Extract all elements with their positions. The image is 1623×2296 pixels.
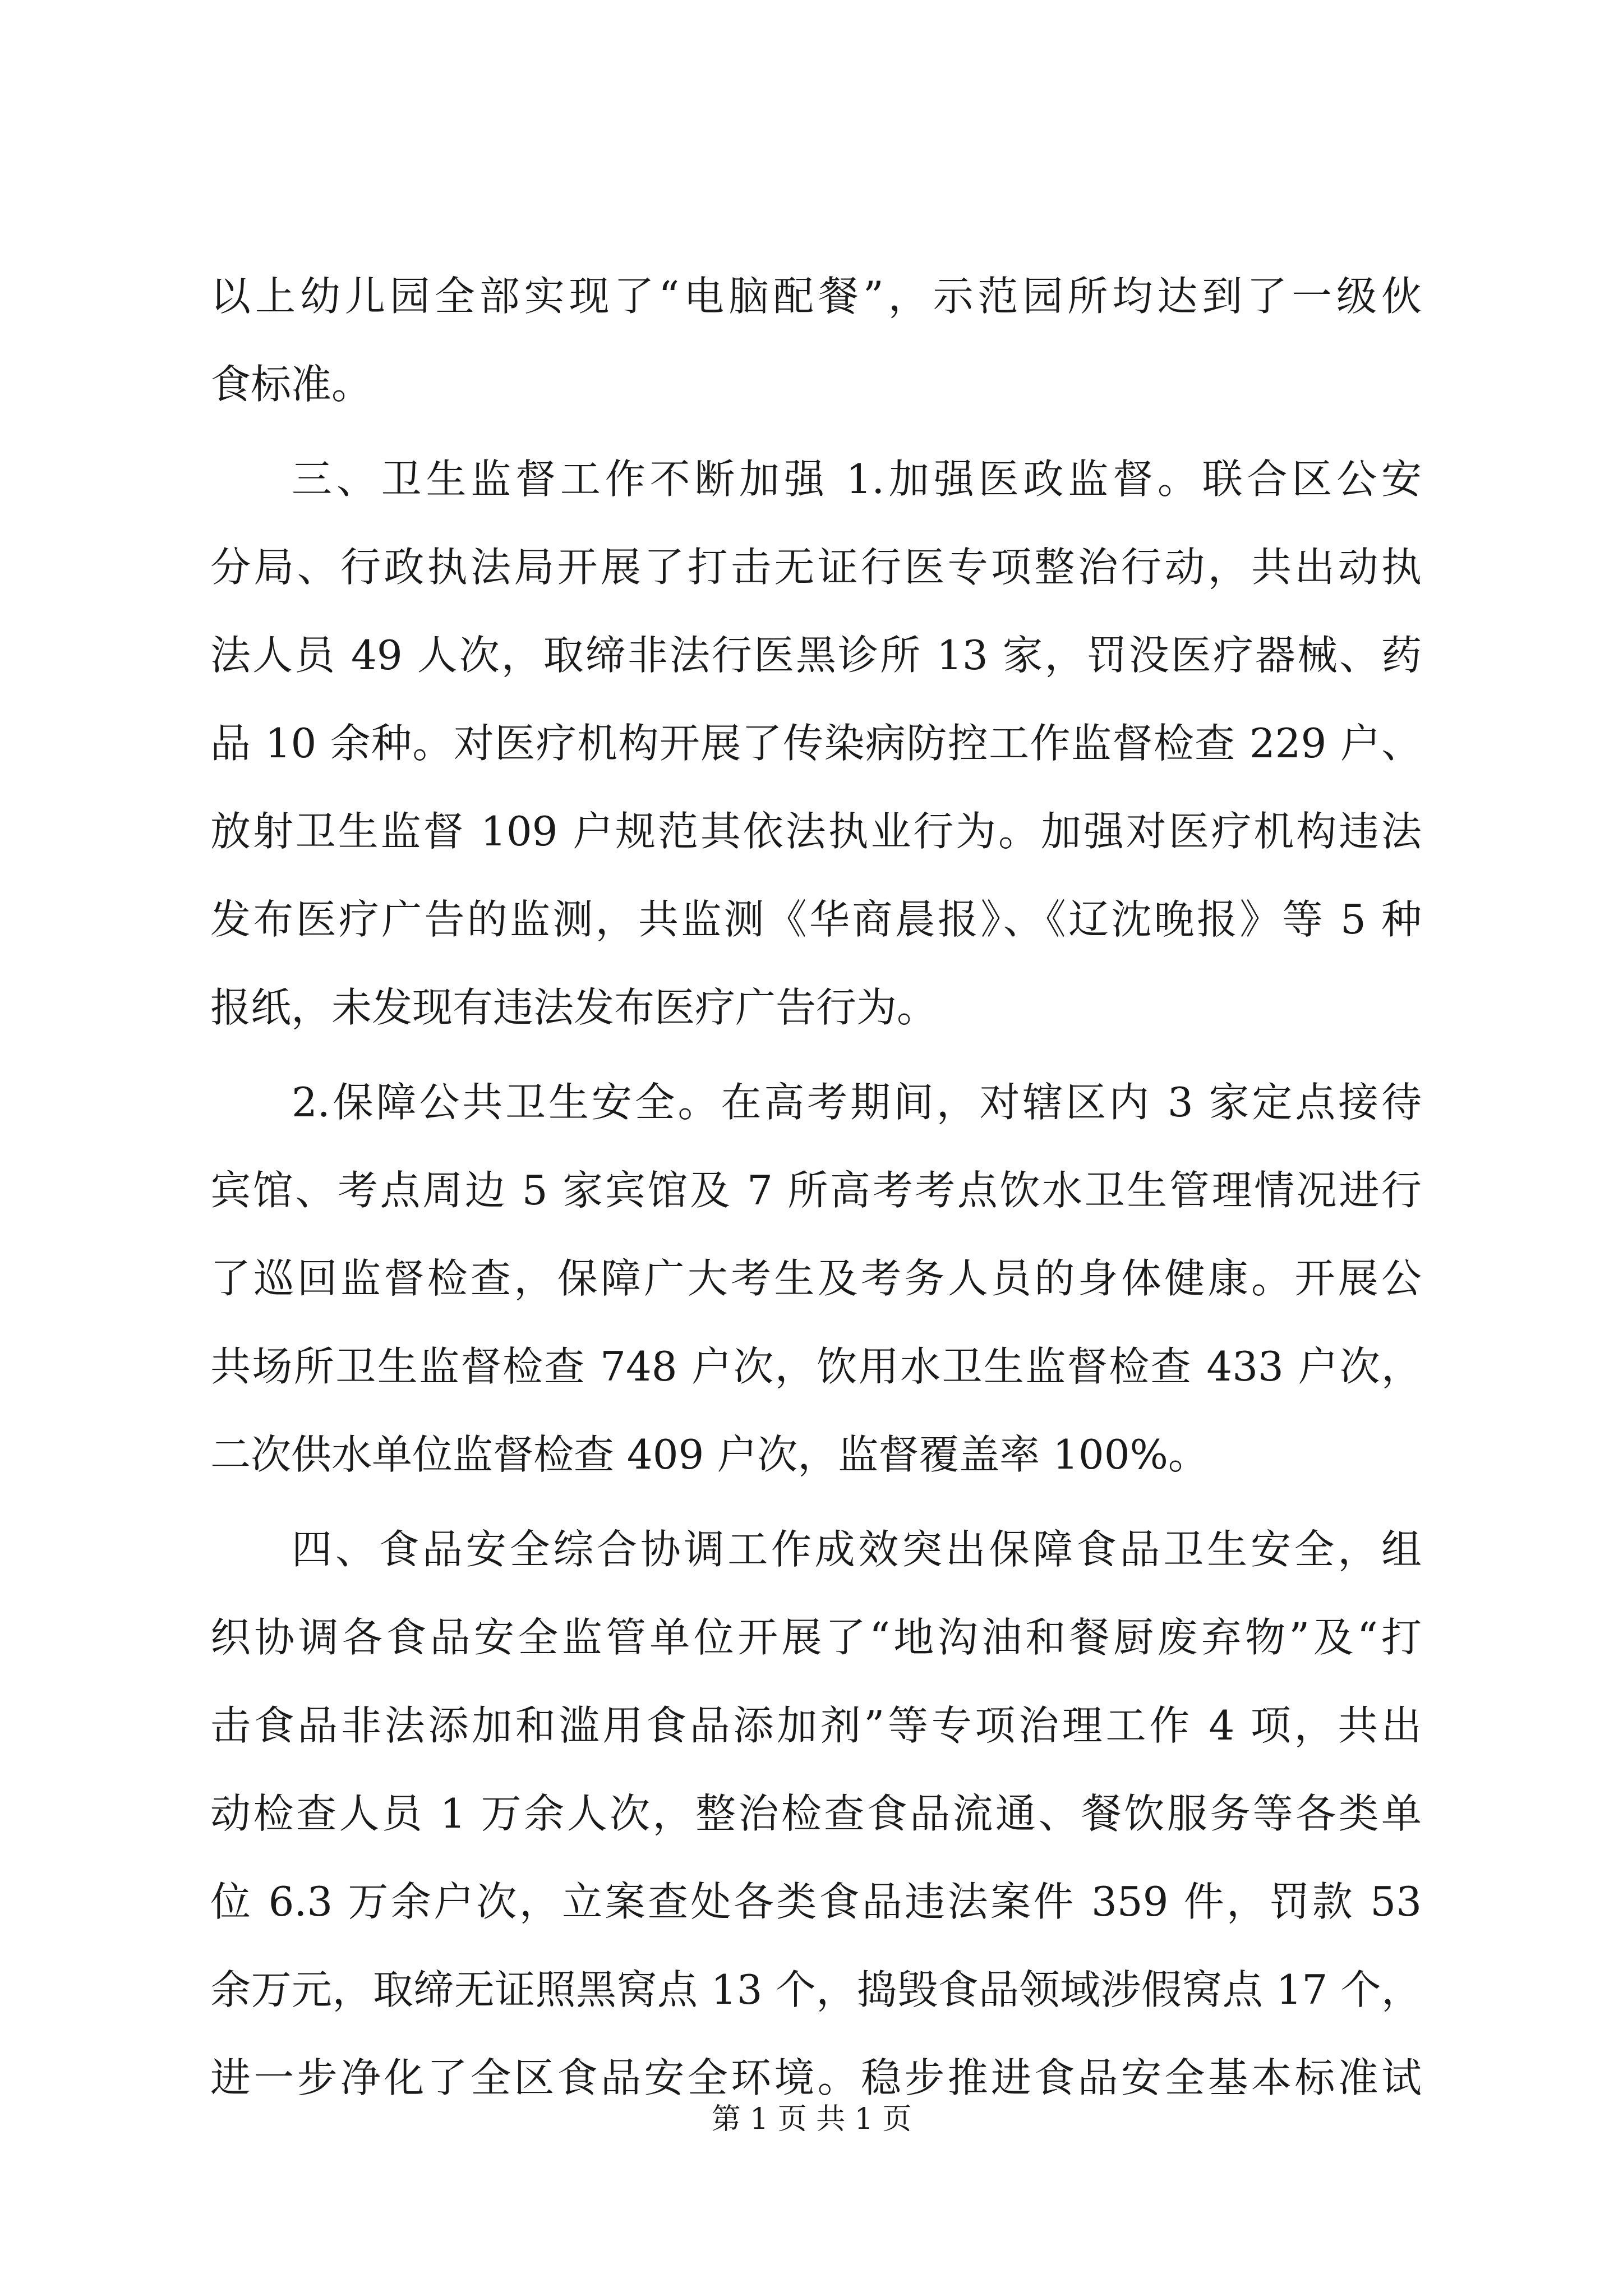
paragraph — [210, 1506, 1422, 2122]
text-line: 进一步净化了全区食品安全环境。稳步推进食品安全基本标准试 — [210, 2054, 1422, 2101]
text-line: 以上幼儿园全部实现了“电脑配餐”，示范园所均达到了一级伙 — [210, 273, 1422, 320]
text-line: 了巡回监督检查，保障广大考生及考务人员的身体健康。开展公 — [210, 1255, 1422, 1302]
text-line: 击食品非法添加和滥用食品添加剂”等专项治理工作 4 项，共出 — [210, 1702, 1422, 1749]
text-line: 共场所卫生监督检查 748 户次，饮用水卫生监督检查 433 户次， — [210, 1343, 1422, 1390]
text-line: 动检查人员 1 万余人次，整治检查食品流通、餐饮服务等各类单 — [210, 1790, 1422, 1837]
text-line: 法人员 49 人次，取缔非法行医黑诊所 13 家，罚没医疗器械、药 — [210, 632, 1422, 679]
text-line: 分局、行政执法局开展了打击无证行医专项整治行动，共出动执 — [210, 544, 1422, 591]
text-line: 织协调各食品安全监管单位开展了“地沟油和餐厨废弃物”及“打 — [210, 1614, 1422, 1661]
text-line: 二次供水单位监督检查 409 户次，监督覆盖率 100%。 — [210, 1431, 1209, 1478]
text-line: 品 10 余种。对医疗机构开展了传染病防控工作监督检查 229 户、 — [210, 720, 1422, 767]
text-line: 发布医疗广告的监测，共监测《华商晨报》、《辽沈晚报》等 5 种 — [210, 896, 1422, 943]
text-line: 三、卫生监督工作不断加强 1.加强医政监督。联合区公安 — [292, 455, 1422, 503]
text-line: 报纸，未发现有违法发布医疗广告行为。 — [210, 984, 938, 1031]
text-line: 放射卫生监督 109 户规范其依法执业行为。加强对医疗机构违法 — [210, 808, 1422, 855]
paragraph — [210, 435, 1422, 1052]
document-body — [210, 252, 1422, 2122]
text-line: 余万元，取缔无证照黑窝点 13 个，捣毁食品领域涉假窝点 17 个， — [210, 1966, 1422, 2013]
paragraph — [210, 1059, 1422, 1499]
text-line: 食标准。 — [210, 361, 372, 408]
page-number-footer: 第 1 页 共 1 页 — [711, 2102, 912, 2136]
text-line: 位 6.3 万余户次，立案查处各类食品违法案件 359 件，罚款 53 — [210, 1878, 1422, 1925]
text-line: 宾馆、考点周边 5 家宾馆及 7 所高考考点饮水卫生管理情况进行 — [210, 1167, 1422, 1214]
paragraph — [210, 252, 1422, 429]
text-line: 2.保障公共卫生安全。在高考期间，对辖区内 3 家定点接待 — [292, 1079, 1422, 1126]
text-line: 四、食品安全综合协调工作成效突出保障食品卫生安全，组 — [292, 1526, 1422, 1573]
